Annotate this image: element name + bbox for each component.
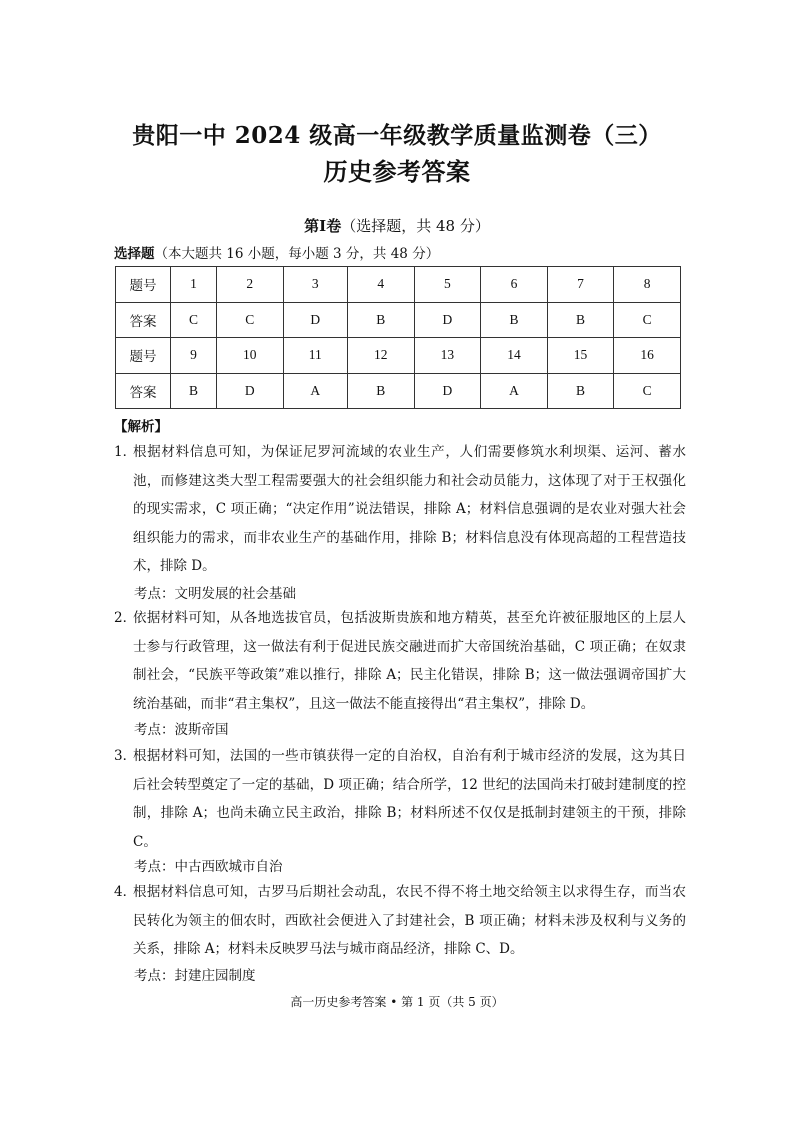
- item-text: 根据材料信息可知，古罗马后期社会动乱，农民不得不将土地交给领主以求得生存，而当农民转化为领主的佃农时，西欧社会便进入了封建社会，B 项正确；材料未涉及权利与义务的关系，排除 A；材料未反映罗马法与城市商品经济，排除 C、D。: [133, 884, 686, 958]
- table-cell: C: [171, 302, 217, 338]
- table-cell: 9: [171, 338, 217, 374]
- table-row: [116, 267, 681, 303]
- table-cell: A: [481, 373, 548, 409]
- table-cell: D: [414, 373, 481, 409]
- item-number: 1．: [114, 444, 137, 460]
- item-text: 根据材料信息可知，为保证尼罗河流域的农业生产，人们需要修筑水利坝渠、运河、蓄水池，而修建这类大型工程需要强大的社会组织能力和社会动员能力，这体现了对于王权强化的现实需求，C 项正确；“决定作用”说法错误，排除 A；材料信息强调的是农业对强大社会组织能力的需求，而非农业生产的基础作用，排除 B；材料信息没有体现高超的工程营造技术，排除 D。: [133, 444, 686, 575]
- section-main: 第Ⅰ卷: [304, 217, 342, 235]
- row-label: 答案: [116, 302, 171, 338]
- table-cell: B: [347, 373, 414, 409]
- table-cell: 14: [481, 338, 548, 374]
- table-cell: 5: [414, 267, 481, 303]
- table-cell: B: [547, 373, 614, 409]
- page-footer: 高一历史参考答案 • 第 1 页（共 5 页）: [290, 995, 504, 1009]
- table-cell: 10: [217, 338, 284, 374]
- row-label: 答案: [116, 373, 171, 409]
- analysis-heading: 【解析】: [114, 419, 168, 435]
- instr-rest: （本大题共 16 小题，每小题 3 分，共 48 分）: [154, 246, 440, 262]
- table-cell: 16: [614, 338, 681, 374]
- row-label: 题号: [116, 267, 171, 303]
- instructions: [114, 242, 439, 262]
- table-cell: B: [481, 302, 548, 338]
- explanation-item: [114, 742, 686, 856]
- explanation-item: [114, 878, 686, 964]
- table-cell: 15: [547, 338, 614, 374]
- item-number: 4．: [114, 884, 137, 900]
- table-cell: C: [217, 302, 284, 338]
- table-cell: 1: [171, 267, 217, 303]
- table-cell: B: [547, 302, 614, 338]
- section-sub: （选择题，共 48 分）: [341, 217, 490, 235]
- table-row: [116, 302, 681, 338]
- table-cell: 12: [347, 338, 414, 374]
- table-cell: 8: [614, 267, 681, 303]
- table-cell: 2: [217, 267, 284, 303]
- kaodian: 考点：文明发展的社会基础: [134, 586, 296, 602]
- instr-bold: 选择题: [114, 246, 155, 262]
- table-cell: B: [347, 302, 414, 338]
- table-row: [116, 373, 681, 409]
- table-cell: 7: [547, 267, 614, 303]
- table-cell: 4: [347, 267, 414, 303]
- table-cell: 11: [283, 338, 347, 374]
- kaodian: 考点：封建庄园制度: [134, 968, 256, 984]
- table-cell: C: [614, 373, 681, 409]
- title-line2: 历史参考答案: [323, 157, 471, 186]
- section-heading: [0, 215, 794, 236]
- table-cell: C: [614, 302, 681, 338]
- kaodian: 考点：波斯帝国: [134, 722, 229, 738]
- explanation-item: [114, 438, 686, 581]
- title-line1: 贵阳一中 2024 级高一年级教学质量监测卷（三）: [132, 122, 662, 149]
- answer-table: [115, 266, 681, 409]
- kaodian: 考点：中古西欧城市自治: [134, 859, 283, 875]
- table-cell: D: [217, 373, 284, 409]
- table-cell: D: [414, 302, 481, 338]
- table-cell: B: [171, 373, 217, 409]
- item-text: 根据材料可知，法国的一些市镇获得一定的自治权，自治有利于城市经济的发展，这为其日后社会转型奠定了一定的基础，D 项正确；结合所学，12 世纪的法国尚未打破封建制度的控制，排除 A；也尚未确立民主政治，排除 B；材料所述不仅仅是抵制封建领主的干预，排除 C。: [133, 748, 686, 850]
- item-number: 3．: [114, 748, 137, 764]
- item-number: 2．: [114, 610, 137, 626]
- table-cell: 13: [414, 338, 481, 374]
- row-label: 题号: [116, 338, 171, 374]
- explanation-item: [114, 604, 686, 718]
- item-text: 依据材料可知，从各地选拔官员，包括波斯贵族和地方精英，甚至允许被征服地区的上层人士参与行政管理，这一做法有利于促进民族交融进而扩大帝国统治基础，C 项正确；在奴隶制社会，“民族平等政策”难以推行，排除 A；民主化错误，排除 B；这一做法强调帝国扩大统治基础，而非“君主集权”，且这一做法不能直接得出“君主集权”，排除 D。: [133, 610, 686, 712]
- table-cell: 3: [283, 267, 347, 303]
- table-cell: A: [283, 373, 347, 409]
- table-row: [116, 338, 681, 374]
- table-cell: D: [283, 302, 347, 338]
- table-cell: 6: [481, 267, 548, 303]
